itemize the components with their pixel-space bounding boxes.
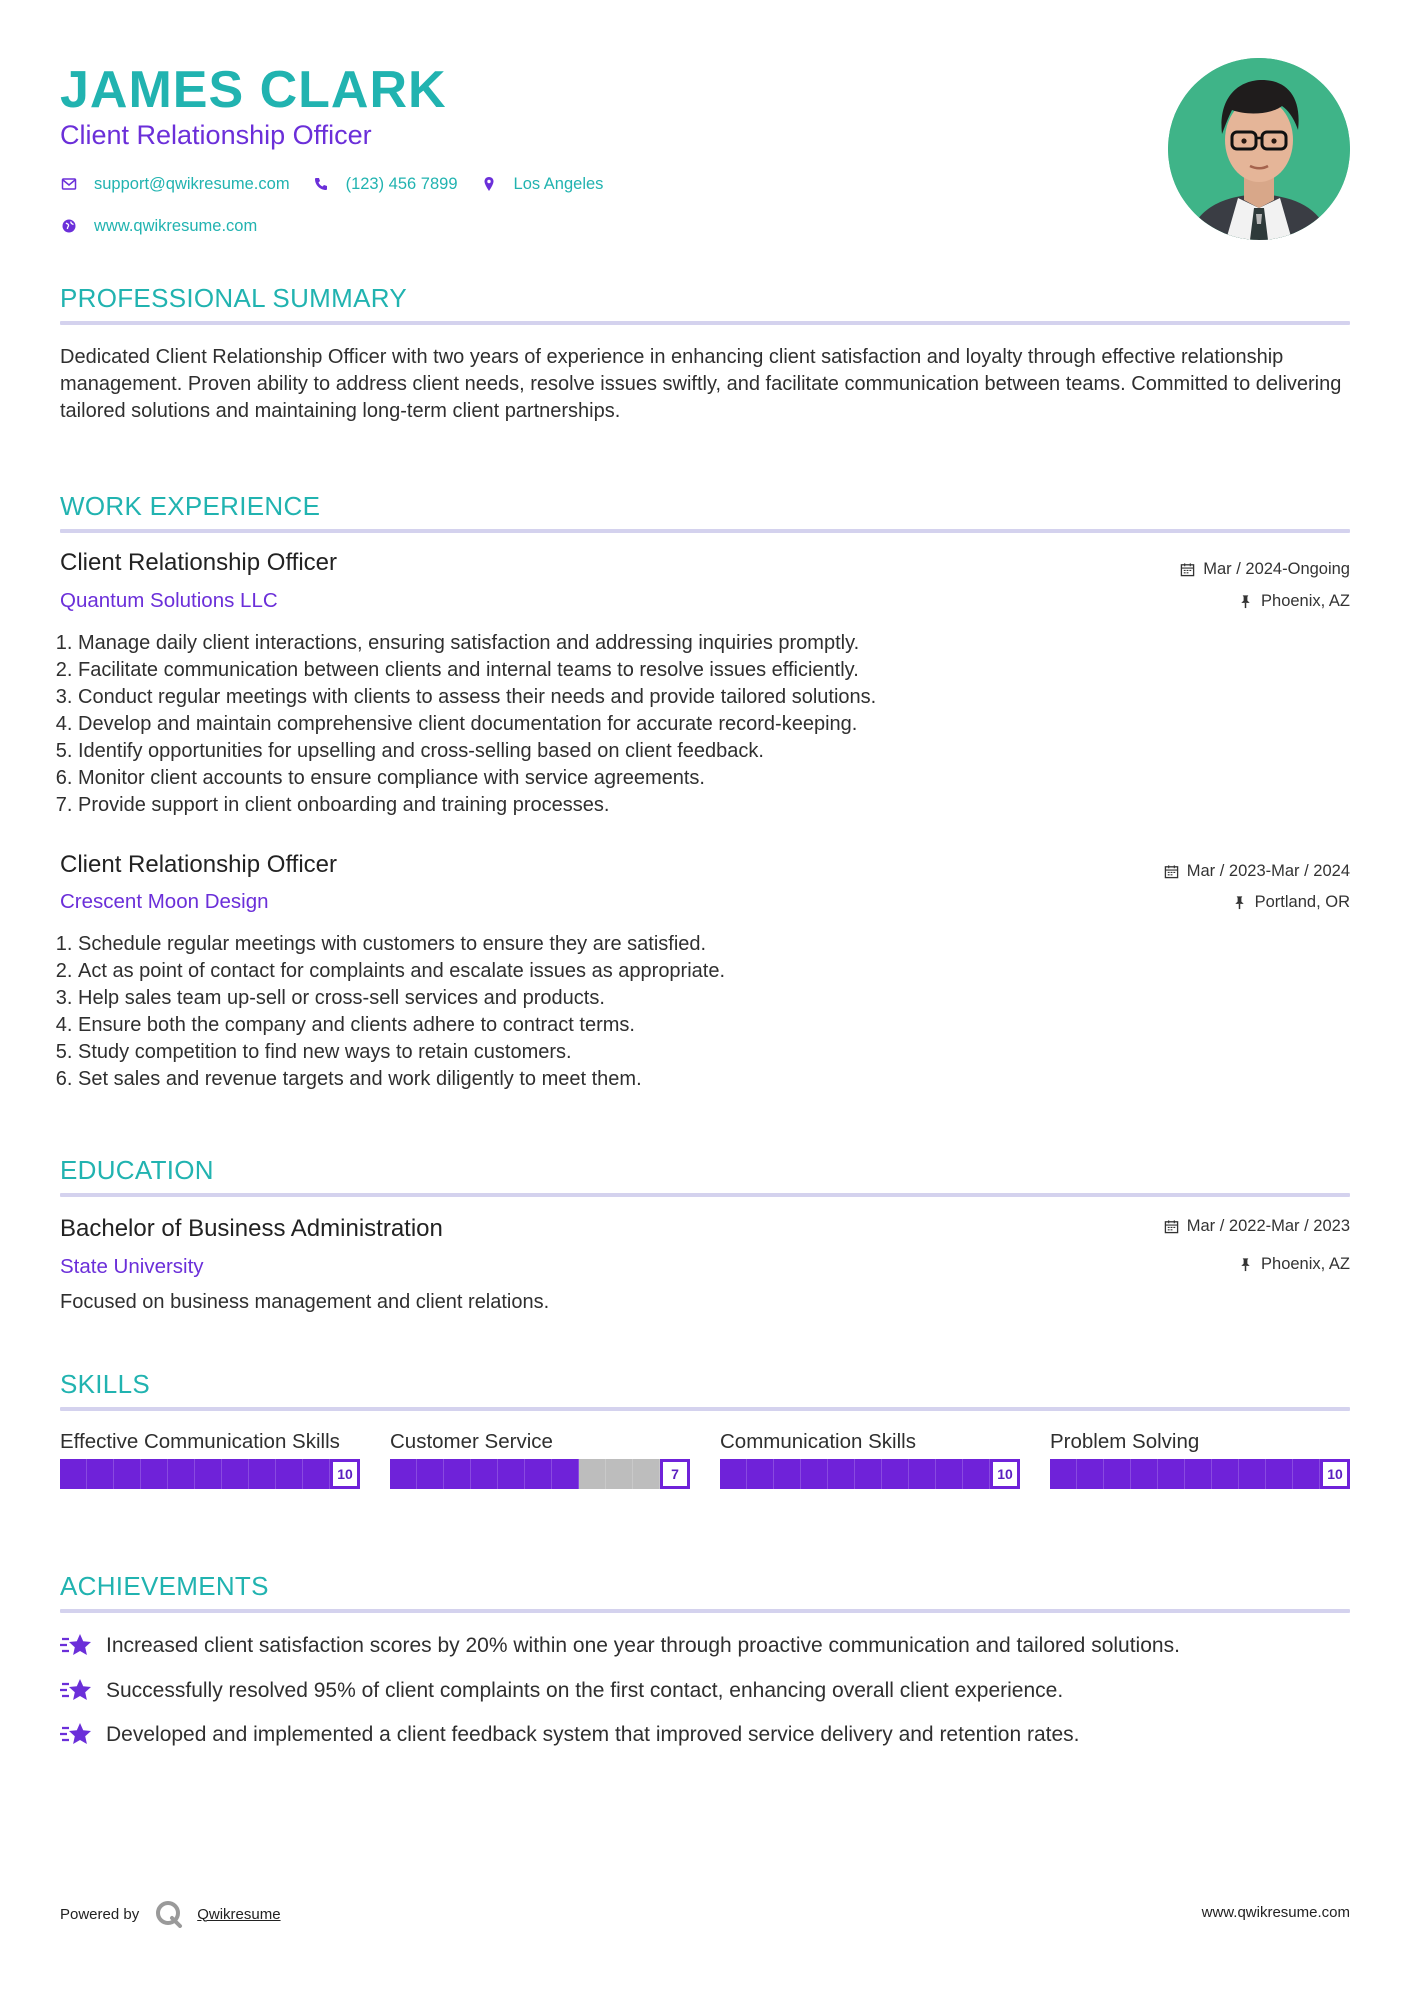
section-divider bbox=[60, 1193, 1350, 1197]
globe-icon bbox=[60, 217, 78, 235]
footer-powered-by bbox=[60, 1900, 281, 1928]
skill-level-value: 10 bbox=[330, 1459, 360, 1489]
duty-item: 6. Set sales and revenue targets and work diligently to meet them. bbox=[78, 1066, 1278, 1093]
duty-item: 2. Act as point of contact for complaints and escalate issues as appropriate. bbox=[78, 958, 1278, 985]
email-icon bbox=[60, 175, 78, 193]
skill-segments bbox=[60, 1459, 330, 1489]
job-dates bbox=[1164, 860, 1350, 882]
skill-segment bbox=[417, 1459, 444, 1489]
section-divider bbox=[60, 1609, 1350, 1613]
job-title: Client Relationship Officer bbox=[60, 851, 338, 878]
pushpin-icon bbox=[1232, 895, 1247, 910]
skill-segment bbox=[855, 1459, 882, 1489]
skill-segment bbox=[303, 1459, 330, 1489]
duty-item: 2. Facilitate communication between clients and internal teams to resolve issues efficiently. bbox=[78, 657, 1278, 684]
calendar-icon bbox=[1164, 1219, 1179, 1234]
location-text: Los Angeles bbox=[513, 174, 604, 193]
skill-segment bbox=[444, 1459, 471, 1489]
skill-segment bbox=[1077, 1459, 1104, 1489]
skill-segment bbox=[141, 1459, 168, 1489]
job-location-text: Phoenix, AZ bbox=[1261, 592, 1350, 610]
skill-segment bbox=[1104, 1459, 1131, 1489]
contact-row-primary bbox=[60, 172, 625, 196]
job-title: Client Relationship Officer bbox=[60, 549, 338, 576]
skill-segment bbox=[633, 1459, 660, 1489]
education-dates bbox=[1164, 1215, 1350, 1237]
pushpin-icon bbox=[1238, 1257, 1253, 1272]
skill-segment bbox=[606, 1459, 633, 1489]
duty-item: 3. Conduct regular meetings with clients to assess their needs and provide tailored solutions. bbox=[78, 684, 1278, 711]
achievement-text: Successfully resolved 95% of client complaints on the first contact, enhancing overall client experience. bbox=[106, 1679, 1064, 1702]
skill-level-bar bbox=[1050, 1459, 1350, 1489]
skill-segment bbox=[720, 1459, 747, 1489]
skill-item bbox=[390, 1428, 690, 1489]
skill-item bbox=[1050, 1428, 1350, 1489]
skill-segment bbox=[1050, 1459, 1077, 1489]
section-divider bbox=[60, 321, 1350, 325]
section-title-achievements: ACHIEVEMENTS bbox=[60, 1571, 269, 1601]
job-duties-list bbox=[60, 931, 1278, 1093]
duty-item: 3. Help sales team up-sell or cross-sell services and products. bbox=[78, 985, 1278, 1012]
skill-name: Communication Skills bbox=[720, 1430, 916, 1453]
duty-item: 5. Study competition to find new ways to retain customers. bbox=[78, 1039, 1278, 1066]
skill-level-value: 10 bbox=[1320, 1459, 1350, 1489]
job-location bbox=[1238, 590, 1350, 612]
skill-segment bbox=[909, 1459, 936, 1489]
skill-segment bbox=[1266, 1459, 1293, 1489]
skill-segment bbox=[1131, 1459, 1158, 1489]
duty-item: 5. Identify opportunities for upselling and cross-selling based on client feedback. bbox=[78, 738, 1278, 765]
achievement-text: Increased client satisfaction scores by 20% within one year through proactive communication and tailored solutions. bbox=[106, 1634, 1180, 1657]
achievement-item bbox=[60, 1631, 1180, 1661]
section-title-summary: PROFESSIONAL SUMMARY bbox=[60, 283, 407, 313]
education-location bbox=[1238, 1253, 1350, 1275]
star-icon bbox=[60, 1677, 92, 1705]
skill-segment bbox=[747, 1459, 774, 1489]
education-dates-text: Mar / 2022-Mar / 2023 bbox=[1186, 1217, 1350, 1235]
skill-segment bbox=[222, 1459, 249, 1489]
skill-segment bbox=[1212, 1459, 1239, 1489]
skill-level-bar bbox=[720, 1459, 1020, 1489]
skill-segment bbox=[87, 1459, 114, 1489]
skill-item bbox=[60, 1428, 360, 1489]
skill-item bbox=[720, 1428, 1020, 1489]
skill-segment bbox=[1158, 1459, 1185, 1489]
skill-segment bbox=[390, 1459, 417, 1489]
skill-level-bar bbox=[390, 1459, 690, 1489]
skill-name: Problem Solving bbox=[1050, 1430, 1200, 1453]
skill-segment bbox=[828, 1459, 855, 1489]
job-location-text: Portland, OR bbox=[1254, 893, 1350, 911]
duty-item: 6. Monitor client accounts to ensure compliance with service agreements. bbox=[78, 765, 1278, 792]
summary-text: Dedicated Client Relationship Officer with two years of experience in enhancing client satisfaction and loyalty through effective relationship management. Proven ability to address client needs, resolve issues swiftly, and facilitate communication between teams. Committed to delivering tailored solutions and maintaining long-term client partnerships. bbox=[60, 346, 1342, 422]
star-icon bbox=[60, 1632, 92, 1660]
achievement-item bbox=[60, 1720, 1080, 1750]
phone-number[interactable]: (123) 456 7899 bbox=[345, 174, 458, 193]
skill-segment bbox=[498, 1459, 525, 1489]
candidate-title: Client Relationship Officer bbox=[60, 120, 372, 150]
job-location bbox=[1232, 891, 1350, 913]
skill-segment bbox=[1185, 1459, 1212, 1489]
skill-segment bbox=[963, 1459, 990, 1489]
skill-level-bar bbox=[60, 1459, 360, 1489]
skill-segments bbox=[1050, 1459, 1320, 1489]
skill-segment bbox=[60, 1459, 87, 1489]
skill-segment bbox=[801, 1459, 828, 1489]
section-title-experience: WORK EXPERIENCE bbox=[60, 491, 321, 521]
duty-item: 1. Manage daily client interactions, ensuring satisfaction and addressing inquiries promptly. bbox=[78, 630, 1278, 657]
skill-segment bbox=[471, 1459, 498, 1489]
section-title-education: EDUCATION bbox=[60, 1155, 214, 1185]
qwikresume-link[interactable]: Qwikresume bbox=[197, 1905, 281, 1923]
education-description: Focused on business management and client relations. bbox=[60, 1291, 550, 1313]
duty-item: 4. Develop and maintain comprehensive client documentation for accurate record-keeping. bbox=[78, 711, 1278, 738]
contact-info bbox=[60, 172, 625, 256]
skill-segment bbox=[552, 1459, 579, 1489]
skill-segment bbox=[276, 1459, 303, 1489]
resume-page bbox=[60, 0, 1350, 1990]
skill-segment bbox=[1239, 1459, 1266, 1489]
school-name: State University bbox=[60, 1255, 204, 1278]
location-pin-icon bbox=[480, 175, 498, 193]
company-name: Quantum Solutions LLC bbox=[60, 589, 278, 612]
contact-row-web bbox=[60, 214, 625, 238]
skill-level-value: 10 bbox=[990, 1459, 1020, 1489]
skill-segment bbox=[114, 1459, 141, 1489]
duty-item: 7. Provide support in client onboarding and training processes. bbox=[78, 792, 1278, 819]
degree-title: Bachelor of Business Administration bbox=[60, 1215, 443, 1242]
skill-segment bbox=[168, 1459, 195, 1489]
calendar-icon bbox=[1180, 562, 1195, 577]
skill-segment bbox=[1293, 1459, 1320, 1489]
candidate-name: JAMES CLARK bbox=[60, 61, 447, 119]
skill-segment bbox=[525, 1459, 552, 1489]
skill-level-value: 7 bbox=[660, 1459, 690, 1489]
footer-website-link[interactable]: www.qwikresume.com bbox=[1201, 1904, 1350, 1921]
section-divider bbox=[60, 1407, 1350, 1411]
section-title-skills: SKILLS bbox=[60, 1369, 150, 1399]
phone-icon bbox=[312, 175, 330, 193]
qwikresume-logo-icon bbox=[155, 1900, 183, 1928]
skill-segment bbox=[579, 1459, 606, 1489]
skill-segments bbox=[390, 1459, 660, 1489]
skill-name: Effective Communication Skills bbox=[60, 1430, 340, 1453]
education-location-text: Phoenix, AZ bbox=[1261, 1255, 1350, 1273]
achievement-text: Developed and implemented a client feedback system that improved service delivery and retention rates. bbox=[106, 1723, 1080, 1746]
calendar-icon bbox=[1164, 864, 1179, 879]
skill-segment bbox=[249, 1459, 276, 1489]
company-name: Crescent Moon Design bbox=[60, 890, 269, 913]
skill-segments bbox=[720, 1459, 990, 1489]
job-duties-list bbox=[60, 630, 1278, 819]
skill-segment bbox=[195, 1459, 222, 1489]
duty-item: 1. Schedule regular meetings with customers to ensure they are satisfied. bbox=[78, 931, 1278, 958]
skill-name: Customer Service bbox=[390, 1430, 553, 1453]
job-dates-text: Mar / 2023-Mar / 2024 bbox=[1186, 862, 1350, 880]
skill-segment bbox=[882, 1459, 909, 1489]
skill-segment bbox=[936, 1459, 963, 1489]
job-dates-text: Mar / 2024-Ongoing bbox=[1203, 560, 1350, 578]
skill-segment bbox=[774, 1459, 801, 1489]
website-link[interactable]: www.qwikresume.com bbox=[94, 216, 258, 235]
star-icon bbox=[60, 1721, 92, 1749]
section-divider bbox=[60, 529, 1350, 533]
duty-item: 4. Ensure both the company and clients adhere to contract terms. bbox=[78, 1012, 1278, 1039]
email-link[interactable]: support@qwikresume.com bbox=[94, 174, 290, 193]
pushpin-icon bbox=[1238, 594, 1253, 609]
profile-photo bbox=[1168, 58, 1350, 240]
job-dates bbox=[1180, 558, 1350, 580]
achievement-item bbox=[60, 1676, 1063, 1706]
powered-by-label: Powered by bbox=[60, 1905, 140, 1923]
